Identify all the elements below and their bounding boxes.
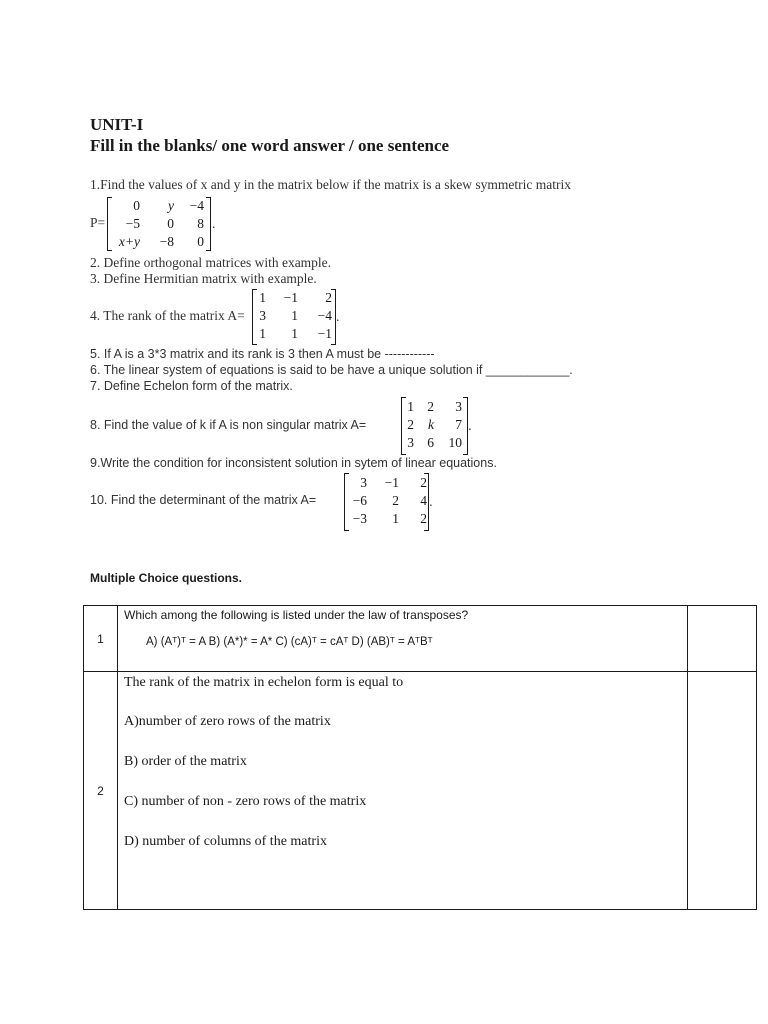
matrix-entry: 2 [420, 475, 427, 490]
matrix-entry: 1 [259, 290, 266, 305]
matrix-entry: x+y [118, 234, 140, 249]
question-9: 9.Write the condition for inconsistent solution in sytem of linear equations. [90, 456, 497, 470]
question-4-matrix [256, 289, 332, 343]
question-10-matrix [349, 474, 427, 528]
question-number: 2 [84, 672, 118, 910]
matrix-entry: 1 [291, 326, 298, 341]
table-row [84, 672, 757, 910]
question-text: The rank of the matrix in echelon form is equal to [124, 675, 404, 690]
mcq-table [83, 605, 757, 910]
question-1-matrix [112, 197, 204, 251]
matrix-entry: −4 [189, 198, 204, 213]
matrix-entry: −3 [352, 511, 367, 526]
matrix-entry: 3 [407, 435, 414, 450]
matrix-entry: 1 [259, 326, 266, 341]
section-title: Fill in the blanks/ one word answer / one sentence [90, 136, 450, 155]
mcq-section-title: Multiple Choice questions. [90, 571, 243, 585]
question-cell [118, 606, 688, 672]
matrix-entry: y [168, 198, 174, 213]
option-d: D) number of columns of the matrix [124, 834, 327, 849]
matrix-entry: 4 [420, 493, 427, 508]
matrix-entry: −5 [125, 216, 140, 231]
question-8-suffix: . [468, 418, 472, 433]
matrix-entry: 1 [407, 399, 414, 414]
matrix-entry: 3 [455, 399, 462, 414]
question-number: 1 [84, 606, 118, 672]
question-1-prefix: P= [90, 215, 106, 230]
matrix-entry: 0 [167, 216, 174, 231]
matrix-entry: 6 [427, 435, 434, 450]
table-row [84, 606, 757, 672]
matrix-entry: 1 [392, 511, 399, 526]
question-10-suffix: . [429, 494, 433, 509]
question-4-text: 4. The rank of the matrix A= [90, 308, 245, 323]
question-text: Which among the following is listed under the law of transposes? [124, 608, 469, 622]
matrix-entry: 8 [197, 216, 204, 231]
option-b: B) order of the matrix [124, 754, 247, 769]
question-8-matrix [406, 398, 462, 452]
matrix-entry: 10 [448, 435, 462, 450]
matrix-entry: 2 [420, 511, 427, 526]
matrix-entry: −1 [283, 290, 298, 305]
matrix-entry: 0 [133, 198, 140, 213]
option-a: A)number of zero rows of the matrix [124, 714, 331, 729]
matrix-entry: −6 [352, 493, 367, 508]
question-1-suffix: . [212, 216, 216, 231]
matrix-entry: 0 [197, 234, 204, 249]
question-6: 6. The linear system of equations is said to be have a unique solution if ____________. [90, 363, 573, 377]
matrix-entry: 7 [455, 417, 462, 432]
matrix-entry: −1 [317, 326, 332, 341]
question-5: 5. If A is a 3*3 matrix and its rank is 3 then A must be ------------ [90, 347, 435, 361]
matrix-entry: k [428, 417, 434, 432]
matrix-entry: −8 [159, 234, 174, 249]
matrix-entry: 3 [360, 475, 367, 490]
answer-cell[interactable] [688, 672, 757, 910]
matrix-entry: 2 [407, 417, 414, 432]
matrix-entry: 2 [392, 493, 399, 508]
matrix-entry: −1 [384, 475, 399, 490]
matrix-right-bracket [206, 197, 211, 251]
matrix-entry: 2 [427, 399, 434, 414]
question-2: 2. Define orthogonal matrices with example. [90, 255, 332, 270]
matrix-entry: 2 [325, 290, 332, 305]
question-cell [118, 672, 688, 910]
unit-title: UNIT-I [90, 115, 144, 134]
question-options: A) (Aᵀ)ᵀ = A B) (A*)* = A* C) (cA)ᵀ = cAᵀ D) (AB)ᵀ = AᵀBᵀ [146, 636, 433, 648]
question-10-text: 10. Find the determinant of the matrix A= [90, 493, 317, 507]
matrix-entry: 3 [259, 308, 266, 323]
matrix-entry: 1 [291, 308, 298, 323]
question-1-text: 1.Find the values of x and y in the matrix below if the matrix is a skew symmetric matrix [90, 177, 572, 192]
answer-cell[interactable] [688, 606, 757, 672]
question-4-suffix: . [336, 309, 340, 324]
option-c: C) number of non - zero rows of the matrix [124, 794, 367, 809]
question-3: 3. Define Hermitian matrix with example. [90, 271, 317, 286]
question-8-text: 8. Find the value of k if A is non singular matrix A= [90, 418, 367, 432]
question-7: 7. Define Echelon form of the matrix. [90, 379, 293, 393]
matrix-entry: −4 [317, 308, 332, 323]
